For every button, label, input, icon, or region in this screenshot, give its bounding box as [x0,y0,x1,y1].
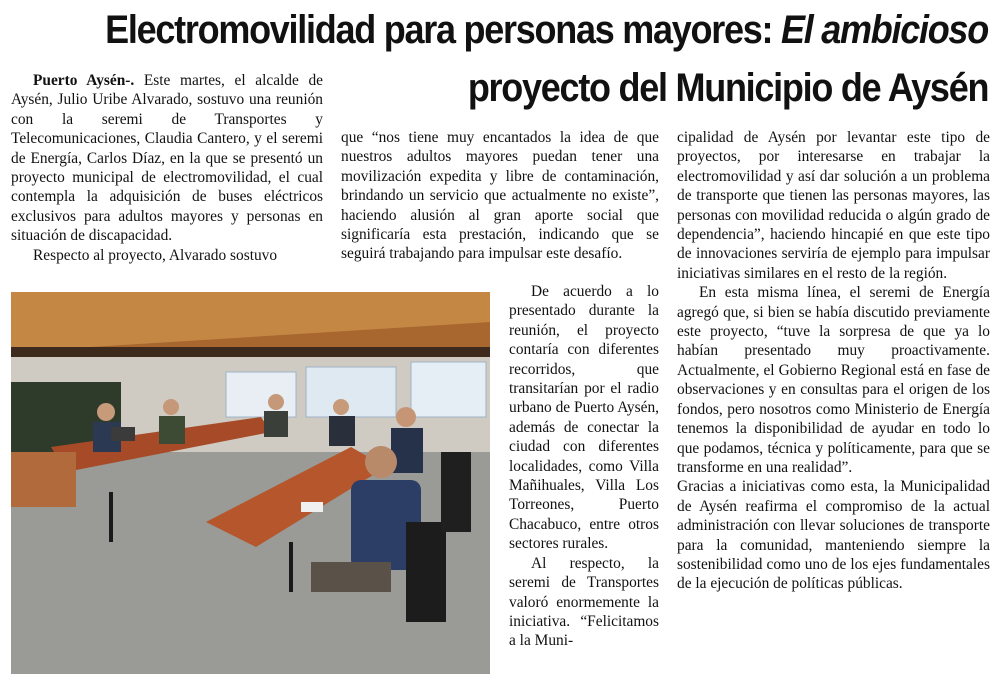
side-cabinet [11,452,76,507]
notebook [301,502,323,512]
article-paragraph: Respecto al proyecto, Alvarado sostuvo [33,246,278,264]
article-paragraph: que “nos tiene muy encantados la idea de que nuestros adultos mayores puedan tener una movilización expedita y libre de contaminación, brindando un servicio que actualmente no existe”, haciendo alusión al gran aporte social que significaría esta prestación, indicando que se seguirá trabajando para impulsar este desafío. [341,129,659,263]
office-chair [441,452,471,532]
article-column-1 [11,71,323,265]
office-chair [406,522,446,622]
headline-line-2: proyecto del Municipio de Aysén [467,66,988,110]
wall-poster [226,372,296,417]
article-paragraph: Al respecto, la seremi de Transportes valoró enormemente la iniciativa. “Felicitamos a la Muni- [509,554,659,650]
person-head [163,399,179,415]
person-legs [311,562,391,592]
dateline: Puerto Aysén-. [33,72,135,89]
article-column-2-bottom [509,282,659,651]
person-body [159,416,185,444]
wall-poster [306,367,396,417]
article-paragraph: Gracias a iniciativas como esta, la Municipalidad de Aysén reafirma el compromiso de la actual administración con llevar soluciones de transporte para la comunidad, manteniendo siempre la sostenibilidad como uno de los ejes fundamentales de la ejecución de políticas públicas. [677,478,990,593]
person-head [333,399,349,415]
wall-poster [411,362,486,417]
article-paragraph: De acuerdo a lo presentado durante la reunión, el proyecto contaría con diferentes recorridos, que transitarían por el radio urbano de Puerto Aysén, además de conectar la ciudad con diferentes localidades, como Villa Mañihuales, Villa Los Torreones, Puerto Chacabuco, entre otros sectores rurales. [509,283,659,553]
article-paragraph [11,71,323,246]
person-head [97,403,115,421]
person-head [396,407,416,427]
article-paragraph: cipalidad de Aysén por levantar este tipo de proyectos, por interesarse en trabajar la electromovilidad y así dar solución a un problema de transporte que tienen las personas mayores, las personas con movilidad reducida o algún grado de dependencia”, haciendo hincapié en que este tipo de innovaciones serviría de ejemplo para impulsar iniciativas similares en el resto de la región. [677,129,990,282]
headline-regular: Electromovilidad para personas mayores: [105,8,782,52]
article-column-3 [677,128,990,594]
paragraph-text: Este martes, el alcalde de Aysén, Julio Uribe Alvarado, sostuvo una reunión con la seremi de Transportes y Telecomunicaciones, Claudia Cantero, y el seremi de Energía, Carlos Díaz, en la que se presentó un proyecto municipal de electromovilidad, el cual contempla la adquisición de buses eléctricos exclusivos para adultos mayores y personas en situación de discapacidad. [11,72,323,245]
article-column-2-top [341,128,659,264]
meeting-photo-illustration [11,292,490,674]
ceiling-beam [11,347,490,357]
person-head [268,394,284,410]
person-head [365,446,397,478]
person-body [329,416,355,446]
headline-italic-1: El ambicioso [781,8,988,52]
laptop [111,427,135,441]
headline-line-1 [105,8,988,52]
person-body [264,411,288,437]
meeting-photo [11,292,490,674]
article-paragraph: En esta misma línea, el seremi de Energía agregó que, si bien se había discutido previamente este proyecto, “tuve la sorpresa de que ya lo habían presentado muy proactivamente. Actualmente, el Gobierno Regional está en fase de observaciones y en consultas para el origen de los fondos, pero nosotros como Ministerio de Energía tenemos la disponibilidad de ayudar en todo lo que podamos, técnica y políticamente, para que se transforme en una realidad”. [677,284,990,476]
